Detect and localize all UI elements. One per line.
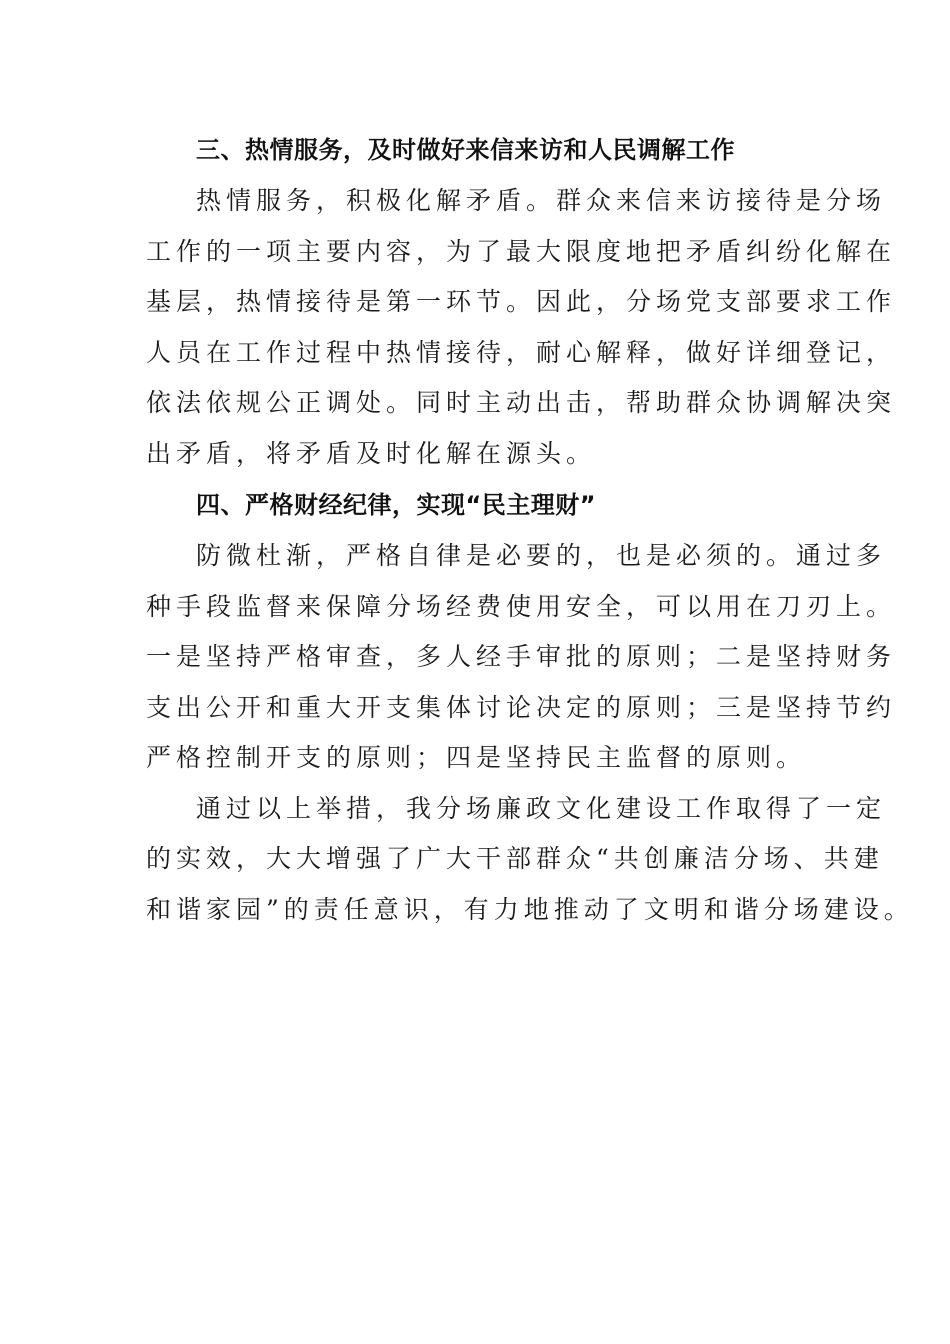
paragraph-line: 种手段监督来保障分场经费使用安全，可以用在刀刃上。 <box>146 591 897 621</box>
paragraph-line: 防微杜渐，严格自律是必要的，也是必须的。通过多 <box>196 541 887 570</box>
section-4-heading: 四、严格财经纪律，实现“民主理财” <box>196 491 597 519</box>
paragraph-line: 依法依规公正调处。同时主动出击，帮助群众协调解决突 <box>146 388 897 417</box>
paragraph-line: 严格控制开支的原则；四是坚持民主监督的原则。 <box>146 743 807 772</box>
section-3-paragraph <box>146 176 897 479</box>
paragraph-line: 通过以上举措，我分场廉政文化建设工作取得了一定 <box>196 793 887 823</box>
paragraph-line: 工作的一项主要内容，为了最大限度地把矛盾纠纷化解在 <box>146 236 897 266</box>
document-body <box>146 124 914 935</box>
paragraph-line: 热情服务，积极化解矛盾。群众来信来访接待是分场 <box>196 186 887 215</box>
paragraph-line: 一是坚持严格审查，多人经手审批的原则；二是坚持财务 <box>146 642 897 671</box>
section-4-paragraph <box>146 531 897 784</box>
paragraph-line: 和谐家园”的责任意识，有力地推动了文明和谐分场建设。 <box>146 894 914 924</box>
conclusion-paragraph <box>146 784 914 936</box>
paragraph-line: 的实效，大大增强了广大干部群众“共创廉洁分场、共建 <box>146 844 884 873</box>
section-3-heading: 三、热情服务，及时做好来信来访和人民调解工作 <box>196 136 735 164</box>
paragraph-line: 支出公开和重大开支集体讨论决定的原则；三是坚持节约 <box>146 692 897 722</box>
paragraph-line: 出矛盾，将矛盾及时化解在源头。 <box>146 438 597 468</box>
paragraph-line: 基层，热情接待是第一环节。因此，分场党支部要求工作 <box>146 287 897 316</box>
paragraph-line: 人员在工作过程中热情接待，耐心解释，做好详细登记， <box>146 337 897 367</box>
